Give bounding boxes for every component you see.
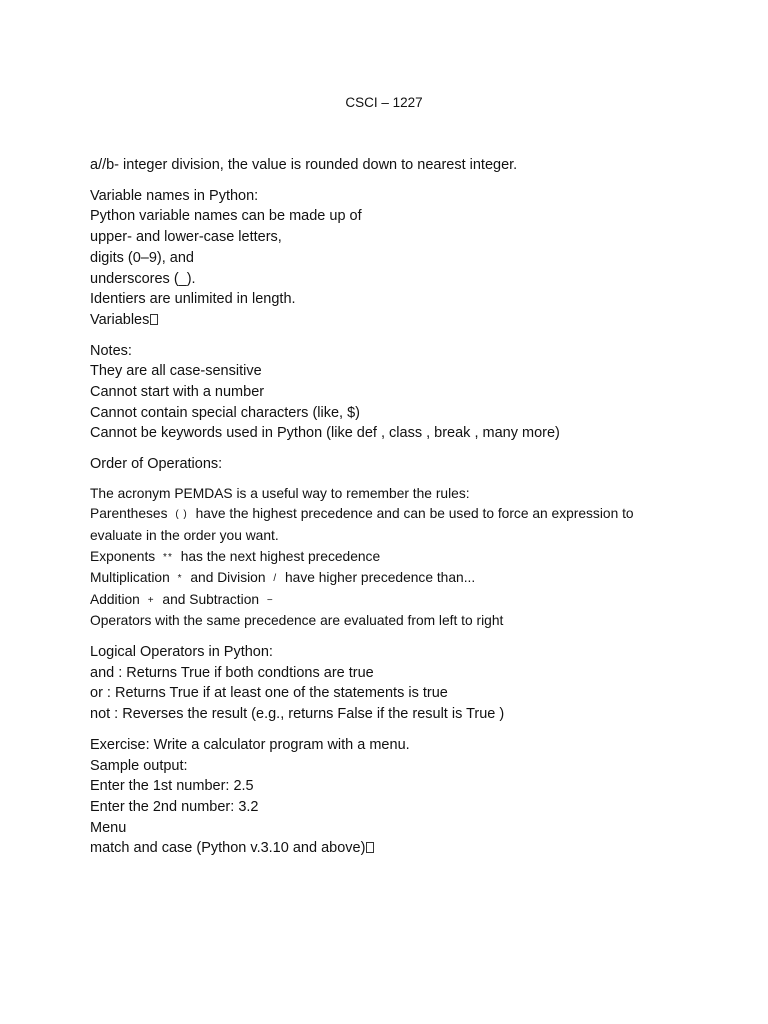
minus-symbol: − — [266, 594, 274, 606]
parentheses-continuation: evaluate in the order you want. — [90, 528, 279, 544]
integer-division-line: a//b- integer division, the value is rounded down to nearest integer. — [90, 157, 518, 173]
variable-line: Python variable names can be made up of — [90, 208, 362, 225]
parentheses-text: have the highest precedence and can be used to force an expression to — [195, 506, 634, 522]
variable-line: upper- and lower-case letters, — [90, 229, 282, 246]
exercise-line: Enter the 1st number: 2.5 — [90, 778, 254, 795]
logical-heading: Logical Operators in Python: — [90, 644, 273, 660]
exponents-text: has the next highest precedence — [180, 548, 381, 564]
exercise-section — [90, 735, 690, 859]
order-heading: Order of Operations: — [90, 456, 223, 473]
parentheses-line — [90, 504, 690, 526]
note-line: Cannot start with a number — [90, 384, 265, 401]
addition-line — [90, 590, 690, 612]
exponent-symbol: ** — [163, 551, 173, 563]
multiplication-text: have higher precedence than... — [284, 570, 476, 586]
multiplication-line — [90, 568, 690, 590]
variables-line — [90, 310, 690, 331]
exercise-line: Enter the 2nd number: 3.2 — [90, 798, 259, 815]
logical-line: not : Reverses the result (e.g., returns False if the result is True ) — [90, 706, 505, 723]
pemdas-intro: The acronym PEMDAS is a useful way to remember the rules: — [90, 485, 470, 501]
variable-line: underscores (_). — [90, 270, 196, 287]
multiply-symbol: * — [177, 573, 183, 585]
variable-names-section — [90, 186, 690, 331]
exponents-label: Exponents — [90, 548, 156, 564]
notes-section — [90, 341, 690, 445]
exponents-line — [90, 547, 690, 569]
variable-line: Identiers are unlimited in length. — [90, 291, 296, 308]
parentheses-label: Parentheses — [90, 506, 168, 522]
exercise-heading: Exercise: Write a calculator program with a menu. — [90, 736, 410, 753]
match-case-text: match and case (Python v.3.10 and above) — [90, 840, 366, 857]
parentheses-symbol: ( ) — [175, 509, 188, 521]
variable-names-heading: Variable names in Python: — [90, 187, 259, 204]
notes-heading: Notes: — [90, 342, 132, 359]
addition-label: Addition — [90, 591, 140, 607]
plus-symbol: + — [147, 594, 155, 606]
multiplication-label: Multiplication — [90, 570, 170, 586]
missing-glyph-icon — [366, 842, 374, 853]
subtraction-label: and Subtraction — [162, 591, 260, 607]
note-line: Cannot contain special characters (like, $) — [90, 404, 360, 421]
variable-line: digits (0–9), and — [90, 249, 194, 266]
page-header: CSCI – 1227 — [345, 95, 423, 110]
note-line: Cannot be keywords used in Python (like def , class , break , many more) — [90, 425, 560, 442]
match-case-line — [90, 838, 690, 859]
division-label: and Division — [190, 570, 266, 586]
logical-operators-section — [90, 642, 690, 725]
missing-glyph-icon — [150, 314, 158, 325]
divide-symbol: / — [273, 573, 278, 585]
logical-line: or : Returns True if at least one of the statements is true — [90, 685, 448, 702]
document-body — [90, 155, 690, 859]
order-of-operations-section — [90, 454, 690, 632]
exercise-line: Menu — [90, 819, 127, 836]
exercise-line: Sample output: — [90, 757, 188, 774]
variables-label: Variables — [90, 311, 150, 328]
note-line: They are all case-sensitive — [90, 363, 262, 380]
same-precedence-line: Operators with the same precedence are evaluated from left to right — [90, 613, 504, 629]
logical-line: and : Returns True if both condtions are true — [90, 664, 374, 681]
